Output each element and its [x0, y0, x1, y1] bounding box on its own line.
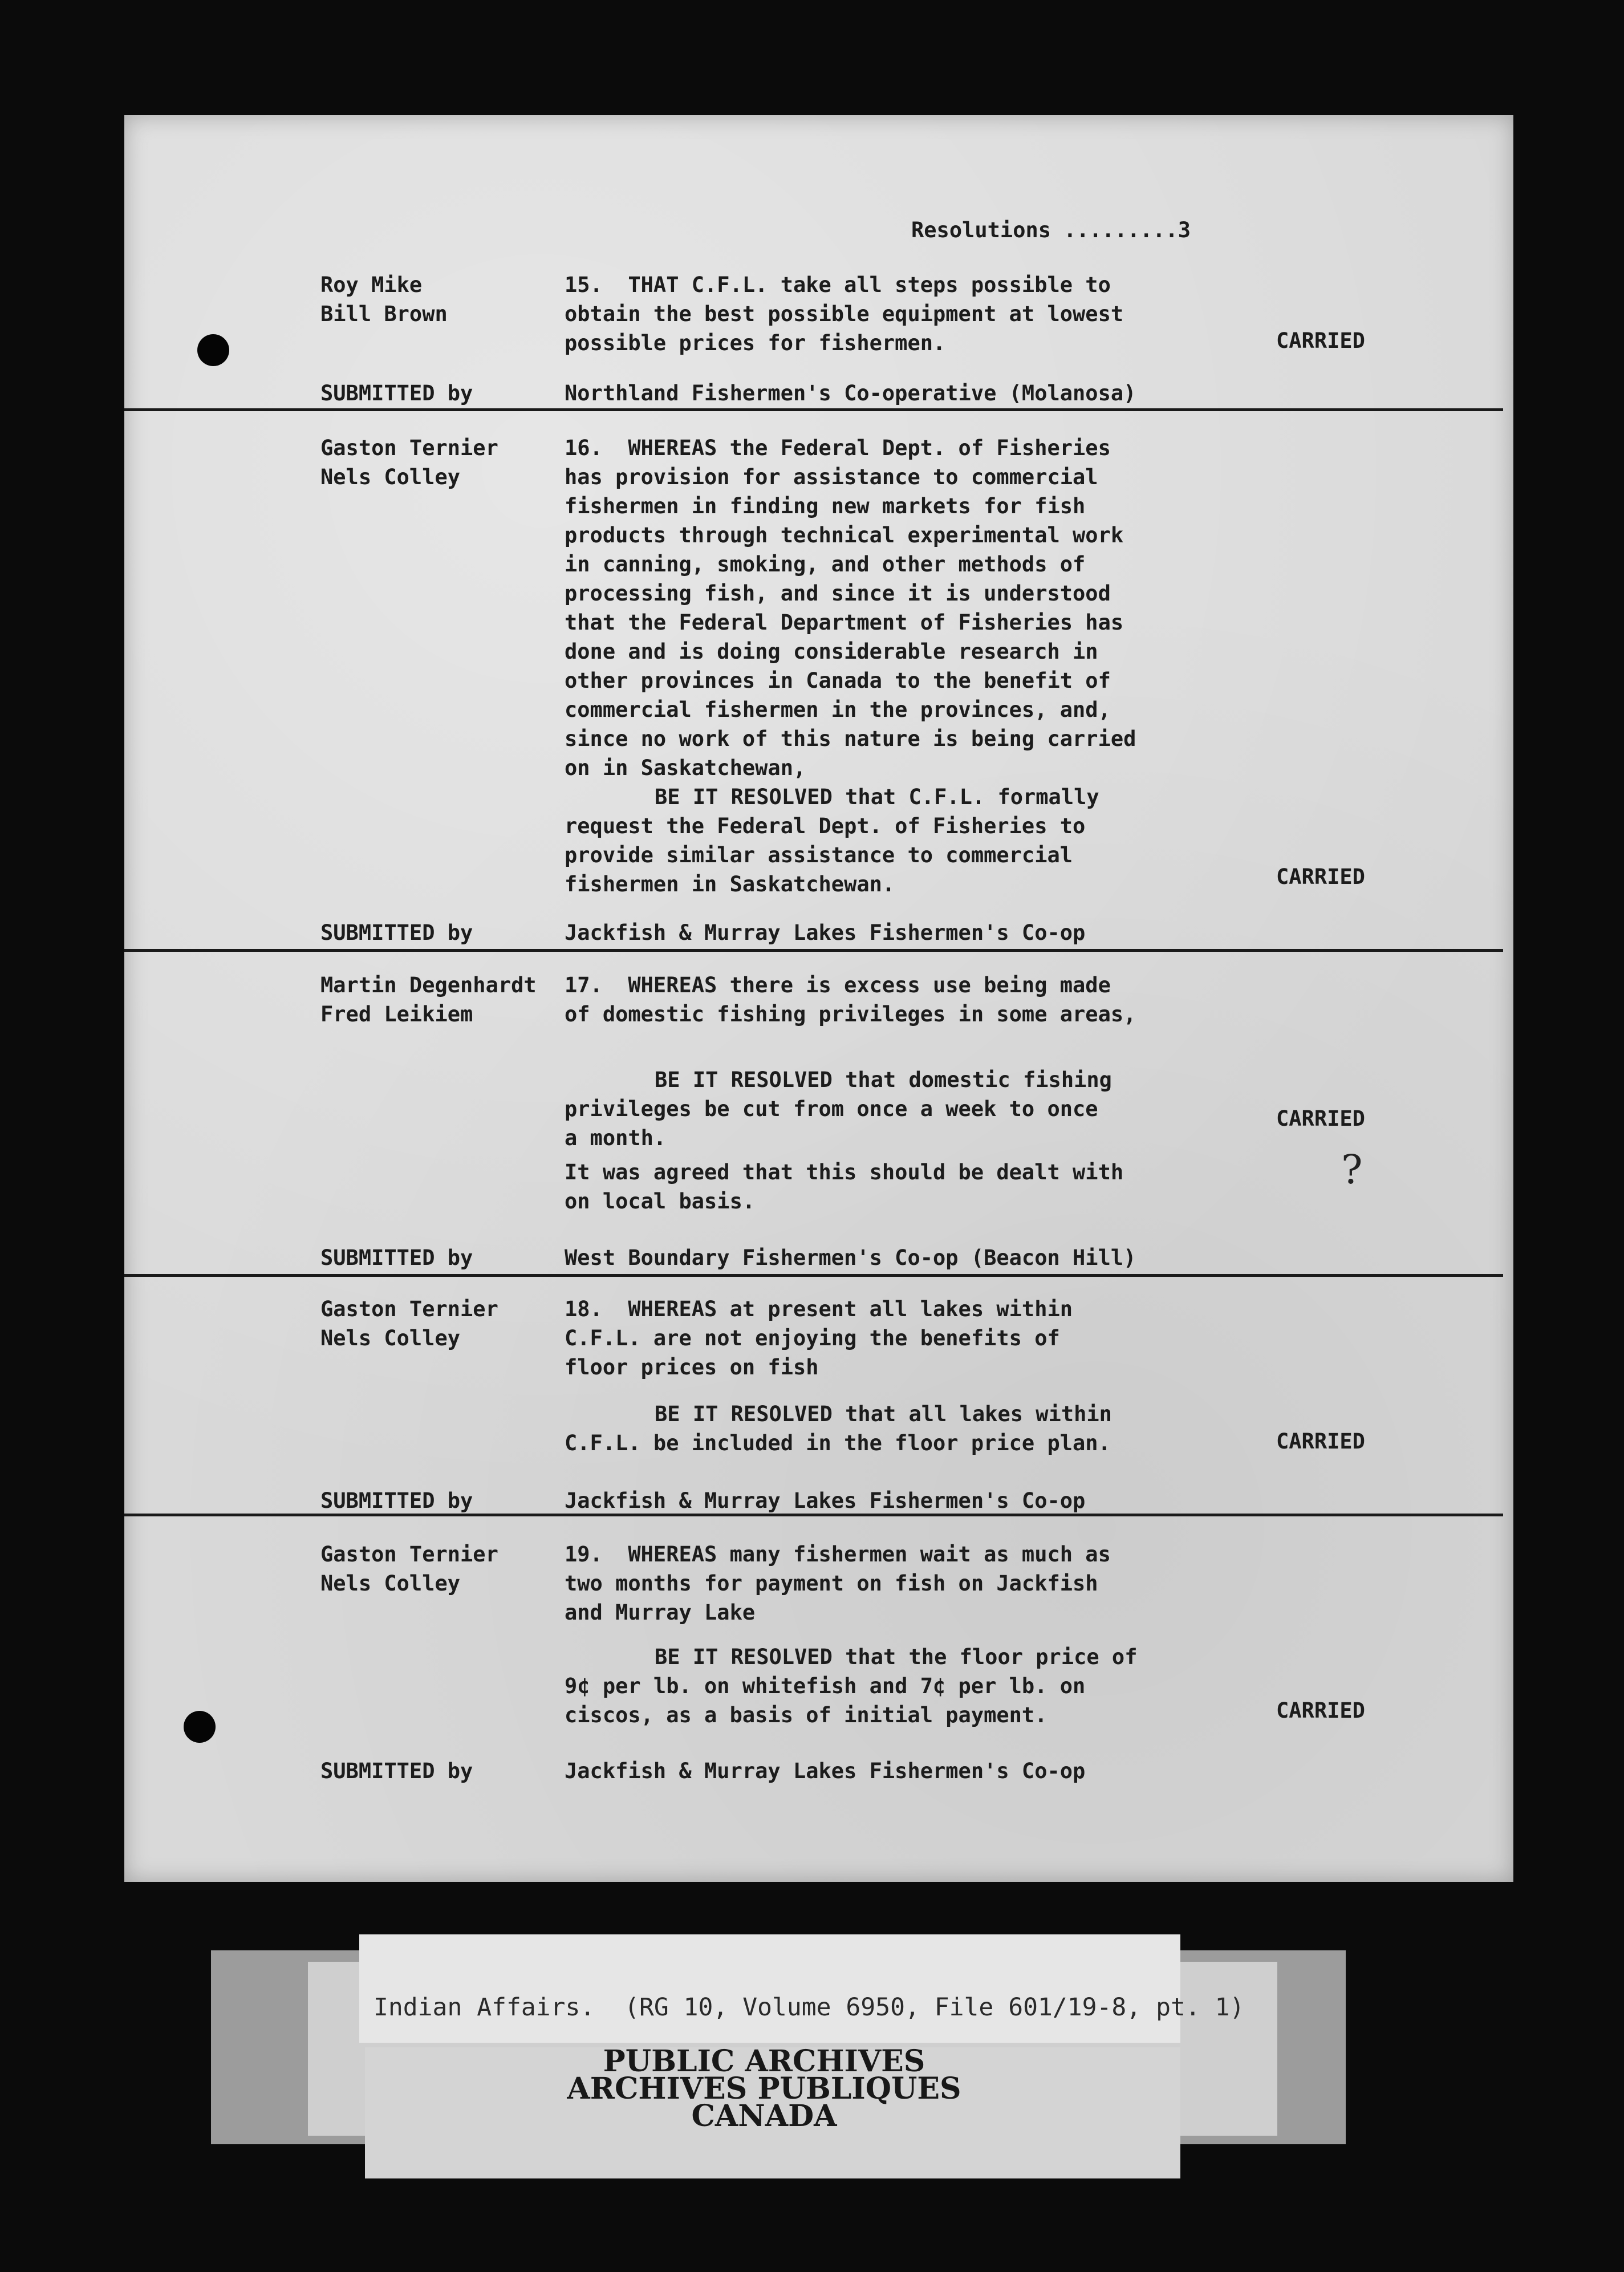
submitter-18: Jackfish & Murray Lakes Fishermen's Co-op	[565, 1488, 1086, 1513]
resolution-17-resolved: BE IT RESOLVED that domestic fishing privileges be cut from once a week to once a month.	[565, 1068, 1112, 1150]
movers-15: Roy Mike Bill Brown	[320, 273, 448, 326]
divider-rule	[124, 949, 1503, 952]
submitted-label-16: SUBMITTED by	[320, 920, 473, 945]
submitter-19: Jackfish & Murray Lakes Fishermen's Co-op	[565, 1759, 1086, 1783]
movers-17: Martin Degenhardt Fred Leikiem	[320, 973, 537, 1027]
resolution-19-body: 19. WHEREAS many fishermen wait as much as two months for payment on fish on Jackfish and Murray Lake	[565, 1542, 1111, 1625]
citation-card	[359, 1934, 1180, 2043]
page-header: Resolutions .........3	[911, 218, 1191, 242]
resolution-16-body: 16. WHEREAS the Federal Dept. of Fisheries has provision for assistance to commercial fishermen in finding new markets for fish products through technical experimental work in canning, smoking, and other methods of processing fish, and since it is understood that the Federal Department of Fisheries has done and is doing considerable research in other provinces in Canada to the benefit of commercial fishermen in the provinces, and, since no work of this nature is being carried on in Saskatchewan,	[565, 436, 1136, 780]
status-18: CARRIED	[1276, 1429, 1365, 1454]
movers-16: Gaston Ternier Nels Colley	[320, 436, 498, 489]
handwritten-question-mark: ?	[1341, 1146, 1363, 1193]
submitted-label-19: SUBMITTED by	[320, 1759, 473, 1783]
submitter-15: Northland Fishermen's Co-operative (Molanosa)	[565, 381, 1136, 405]
submitted-label-18: SUBMITTED by	[320, 1488, 473, 1513]
submitter-16: Jackfish & Murray Lakes Fishermen's Co-op	[565, 920, 1086, 945]
archive-stamp-line-1: PUBLIC ARCHIVES	[603, 2044, 925, 2079]
resolution-18-body: 18. WHEREAS at present all lakes within C.F.L. are not enjoying the benefits of floor prices on fish	[565, 1297, 1073, 1380]
punch-hole-bottom	[184, 1711, 216, 1743]
punch-hole-top	[197, 334, 229, 366]
submitter-17: West Boundary Fishermen's Co-op (Beacon Hill)	[565, 1245, 1136, 1270]
archive-stamp-line-3: CANADA	[691, 2099, 837, 2133]
divider-rule	[124, 1514, 1503, 1516]
resolution-18-resolved: BE IT RESOLVED that all lakes within C.F.L. be included in the floor price plan.	[565, 1402, 1112, 1455]
resolution-17-body: 17. WHEREAS there is excess use being made of domestic fishing privileges in some areas,	[565, 973, 1136, 1027]
archive-stamp-line-2: ARCHIVES PUBLIQUES	[567, 2071, 961, 2106]
archive-citation: Indian Affairs. (RG 10, Volume 6950, File 601/19-8, pt. 1)	[373, 1993, 1245, 2022]
status-19: CARRIED	[1276, 1698, 1365, 1723]
movers-18: Gaston Ternier Nels Colley	[320, 1297, 498, 1350]
divider-rule	[124, 1274, 1503, 1277]
divider-rule	[124, 408, 1503, 411]
status-16: CARRIED	[1276, 865, 1365, 889]
status-15: CARRIED	[1276, 328, 1365, 353]
resolution-19-resolved: BE IT RESOLVED that the floor price of 9¢ per lb. on whitefish and 7¢ per lb. on ciscos, as a basis of initial payment.	[565, 1645, 1138, 1727]
status-17: CARRIED	[1276, 1106, 1365, 1131]
resolution-15-body: 15. THAT C.F.L. take all steps possible to obtain the best possible equipment at lowest possible prices for fishermen.	[565, 273, 1124, 355]
submitted-label-15: SUBMITTED by	[320, 381, 473, 405]
submitted-label-17: SUBMITTED by	[320, 1245, 473, 1270]
movers-19: Gaston Ternier Nels Colley	[320, 1542, 498, 1596]
resolution-16-resolved: BE IT RESOLVED that C.F.L. formally request the Federal Dept. of Fisheries to provide similar assistance to commercial fishermen in Saskatchewan.	[565, 785, 1099, 896]
resolution-17-note: It was agreed that this should be dealt with on local basis.	[565, 1160, 1124, 1214]
